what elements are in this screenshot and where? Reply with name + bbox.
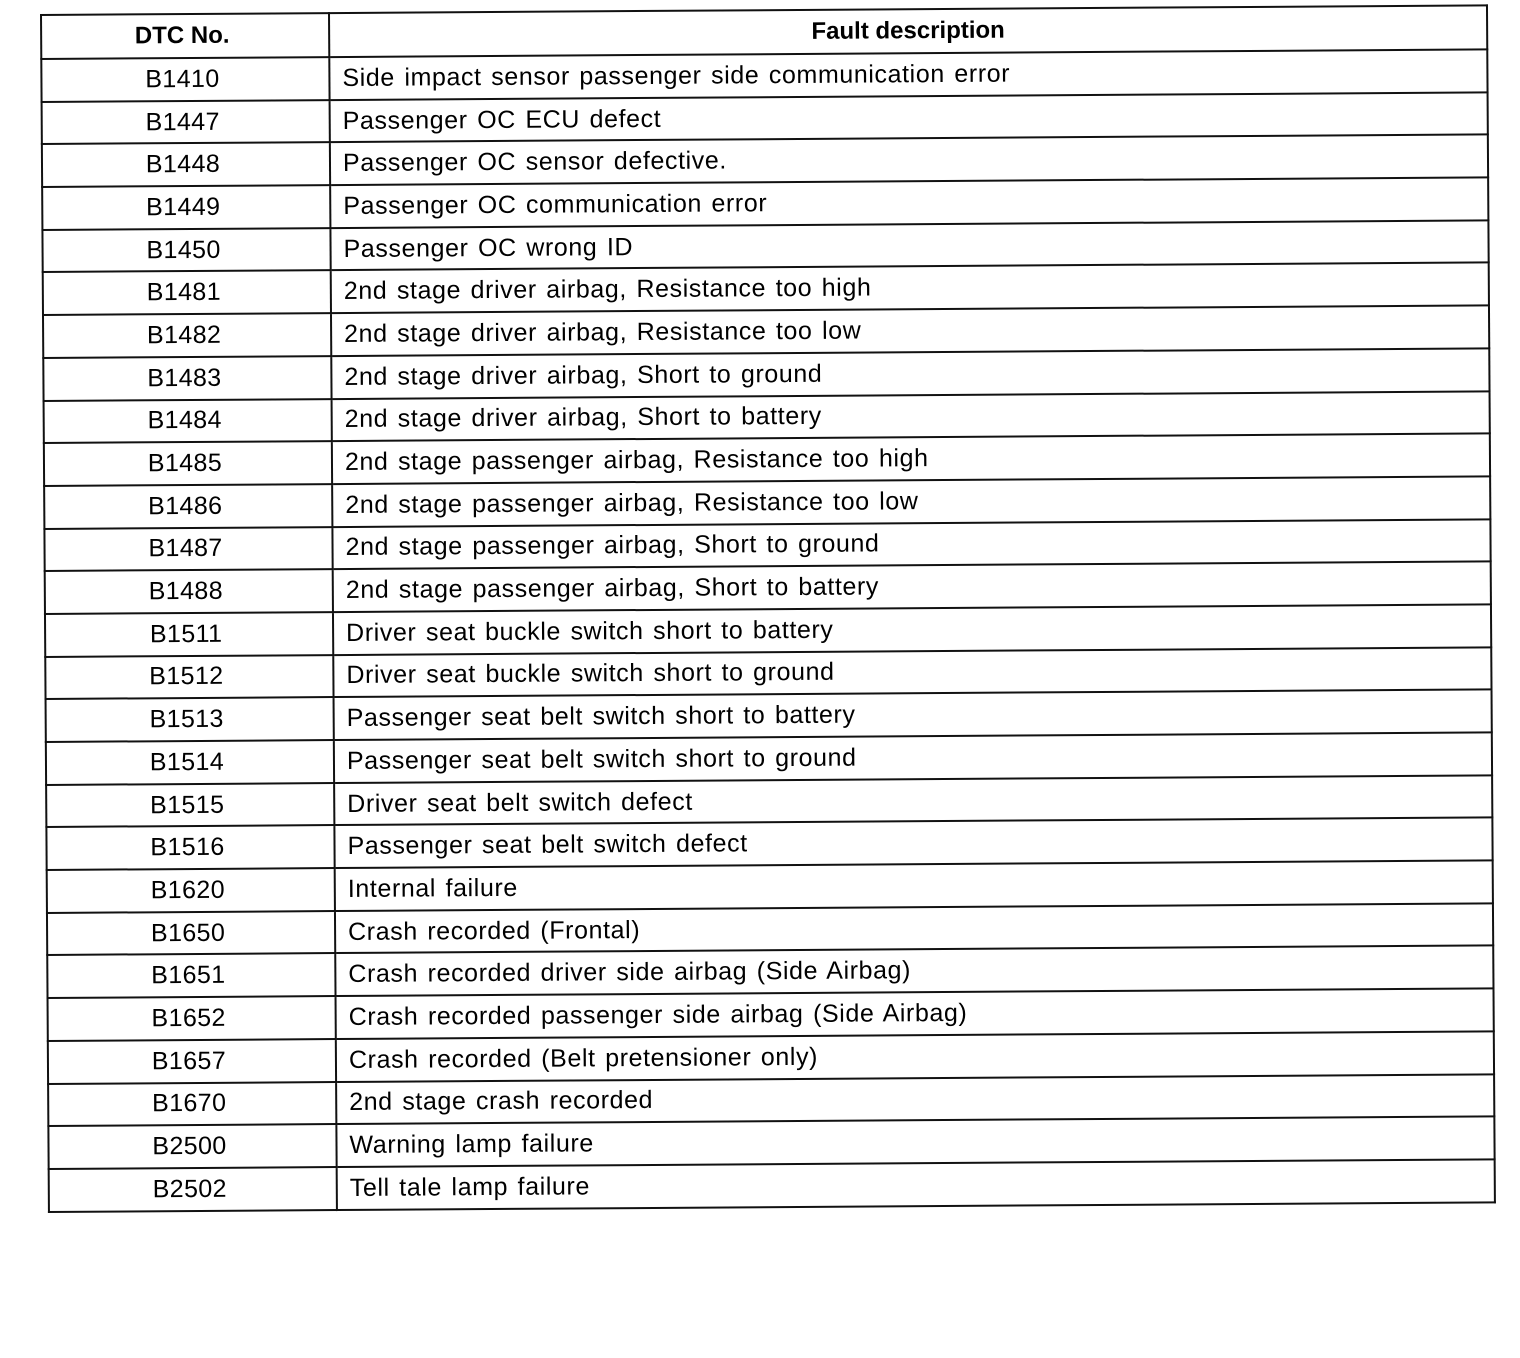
fault-description-cell: Driver seat buckle switch short to ground (333, 647, 1491, 697)
fault-description-cell: Passenger OC communication error (330, 177, 1488, 227)
dtc-table (40, 4, 1496, 1212)
fault-description-cell: Crash recorded driver side airbag (Side Airbag) (335, 946, 1493, 996)
fault-description-cell: 2nd stage driver airbag, Resistance too low (331, 306, 1489, 356)
dtc-code-cell: B1657 (48, 1039, 336, 1084)
fault-description-cell: Crash recorded passenger side airbag (Side Airbag) (336, 989, 1494, 1039)
fault-description-cell: Passenger seat belt switch short to ground (334, 732, 1492, 782)
dtc-code-cell: B1484 (44, 399, 332, 444)
dtc-code-cell: B1670 (48, 1082, 336, 1127)
dtc-code-cell: B1485 (44, 441, 332, 486)
fault-description-cell: Crash recorded (Frontal) (335, 903, 1493, 953)
column-header-dtc-no: DTC No. (41, 13, 329, 59)
fault-description-cell: Passenger seat belt switch short to battery (334, 690, 1492, 740)
fault-description-cell: Warning lamp failure (336, 1117, 1494, 1167)
dtc-code-cell: B1515 (46, 783, 334, 828)
fault-description-cell: 2nd stage driver airbag, Short to ground (331, 348, 1489, 398)
dtc-code-cell: B1486 (44, 484, 332, 529)
dtc-code-cell: B1516 (46, 825, 334, 870)
column-header-fault-description: Fault description (329, 5, 1487, 57)
fault-description-cell: Driver seat belt switch defect (334, 775, 1492, 825)
dtc-code-cell: B2502 (49, 1167, 337, 1212)
fault-description-cell: 2nd stage driver airbag, Short to battery (332, 391, 1490, 441)
fault-description-cell: Passenger OC ECU defect (330, 92, 1488, 142)
dtc-code-cell: B1448 (42, 142, 330, 187)
dtc-code-cell: B1447 (42, 100, 330, 145)
dtc-code-cell: B1449 (42, 185, 330, 230)
fault-description-cell: 2nd stage crash recorded (336, 1074, 1494, 1124)
fault-description-cell: Side impact sensor passenger side communication error (329, 49, 1487, 99)
dtc-code-cell: B1620 (47, 868, 335, 913)
dtc-code-cell: B1512 (45, 655, 333, 700)
dtc-code-cell: B1651 (47, 954, 335, 999)
dtc-table-body (41, 49, 1495, 1211)
dtc-code-cell: B1652 (48, 996, 336, 1041)
dtc-code-cell: B1488 (45, 569, 333, 614)
fault-description-cell: Tell tale lamp failure (337, 1159, 1495, 1209)
fault-description-cell: 2nd stage passenger airbag, Resistance too high (332, 434, 1490, 484)
fault-description-cell: Passenger seat belt switch defect (334, 818, 1492, 868)
dtc-code-cell: B1481 (43, 271, 331, 316)
dtc-code-cell: B1450 (42, 228, 330, 273)
dtc-code-cell: B1410 (41, 57, 329, 102)
fault-description-cell: 2nd stage driver airbag, Resistance too high (331, 263, 1489, 313)
dtc-code-cell: B1650 (47, 911, 335, 956)
fault-description-cell: Passenger OC sensor defective. (330, 135, 1488, 185)
table-row (49, 1159, 1495, 1211)
fault-description-cell: 2nd stage passenger airbag, Short to ground (332, 519, 1490, 569)
dtc-code-cell: B1483 (43, 356, 331, 401)
fault-description-cell: Crash recorded (Belt pretensioner only) (336, 1031, 1494, 1081)
dtc-code-cell: B2500 (48, 1124, 336, 1169)
fault-description-cell: Passenger OC wrong ID (330, 220, 1488, 270)
fault-description-cell: 2nd stage passenger airbag, Short to battery (333, 562, 1491, 612)
fault-description-cell: Internal failure (335, 860, 1493, 910)
fault-description-cell: 2nd stage passenger airbag, Resistance too low (332, 476, 1490, 526)
dtc-code-cell: B1511 (45, 612, 333, 657)
dtc-code-cell: B1482 (43, 313, 331, 358)
dtc-code-cell: B1487 (44, 527, 332, 572)
dtc-document (40, 4, 1494, 1212)
fault-description-cell: Driver seat buckle switch short to battery (333, 604, 1491, 654)
dtc-code-cell: B1513 (46, 697, 334, 742)
dtc-code-cell: B1514 (46, 740, 334, 785)
